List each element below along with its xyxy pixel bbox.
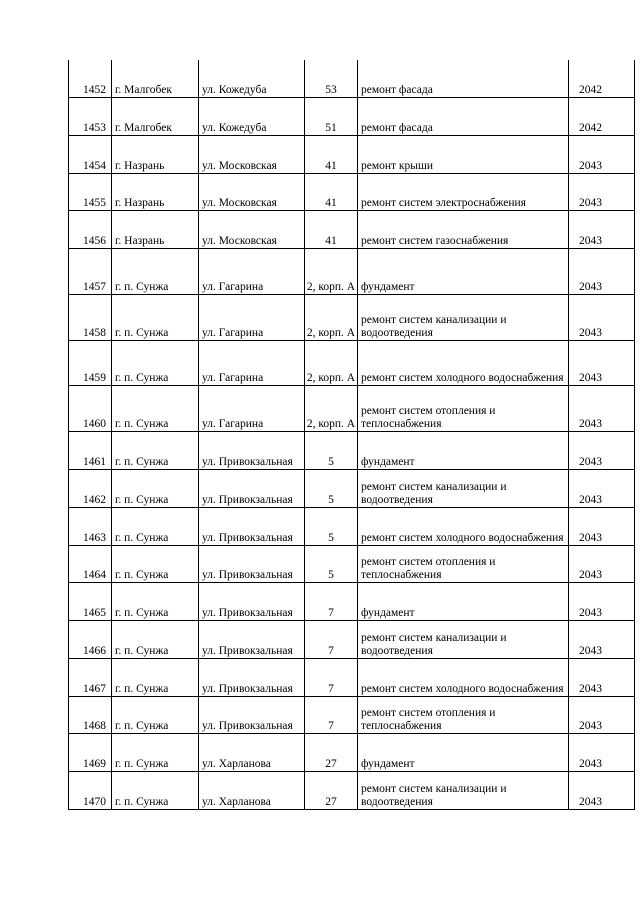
- year-cell: 2042: [569, 60, 635, 97]
- table-row: [69, 210, 635, 248]
- house-number-cell: 51: [305, 97, 358, 135]
- work-type-cell: ремонт систем отопления и теплоснабжения: [358, 385, 569, 431]
- table-row: [69, 620, 635, 658]
- house-number-cell: 7: [305, 658, 358, 696]
- house-number-cell: 53: [305, 60, 358, 97]
- house-number-cell: 41: [305, 135, 358, 173]
- work-type-cell: ремонт систем холодного водоснабжения: [358, 340, 569, 385]
- work-type-cell: фундамент: [358, 248, 569, 294]
- table-row: [69, 173, 635, 210]
- work-type-cell: ремонт систем канализации и водоотведения: [358, 620, 569, 658]
- street-cell: ул. Кожедуба: [199, 97, 305, 135]
- row-number: 1457: [69, 248, 112, 294]
- street-cell: ул. Харланова: [199, 771, 305, 809]
- city-cell: г. Назрань: [112, 173, 199, 210]
- street-cell: ул. Московская: [199, 135, 305, 173]
- row-number: 1461: [69, 431, 112, 469]
- work-type-cell: ремонт систем канализации и водоотведения: [358, 771, 569, 809]
- row-number: 1469: [69, 733, 112, 771]
- street-cell: ул. Гагарина: [199, 385, 305, 431]
- house-number-cell: 27: [305, 771, 358, 809]
- work-type-cell: ремонт систем канализации и водоотведения: [358, 294, 569, 340]
- city-cell: г. п. Сунжа: [112, 248, 199, 294]
- year-cell: 2043: [569, 210, 635, 248]
- row-number: 1466: [69, 620, 112, 658]
- street-cell: ул. Гагарина: [199, 294, 305, 340]
- table-row: [69, 431, 635, 469]
- city-cell: г. п. Сунжа: [112, 771, 199, 809]
- work-type-cell: фундамент: [358, 431, 569, 469]
- street-cell: ул. Привокзальная: [199, 431, 305, 469]
- table-row: [69, 248, 635, 294]
- city-cell: г. п. Сунжа: [112, 431, 199, 469]
- city-cell: г. п. Сунжа: [112, 507, 199, 545]
- row-number: 1462: [69, 469, 112, 507]
- house-number-cell: 2, корп. А: [305, 385, 358, 431]
- work-type-cell: фундамент: [358, 582, 569, 620]
- table-row: [69, 469, 635, 507]
- street-cell: ул. Привокзальная: [199, 696, 305, 733]
- table-row: [69, 733, 635, 771]
- row-number: 1459: [69, 340, 112, 385]
- work-type-cell: ремонт систем отопления и теплоснабжения: [358, 545, 569, 582]
- row-number: 1454: [69, 135, 112, 173]
- year-cell: 2043: [569, 294, 635, 340]
- row-number: 1455: [69, 173, 112, 210]
- house-number-cell: 2, корп. А: [305, 248, 358, 294]
- city-cell: г. Малгобек: [112, 60, 199, 97]
- work-type-cell: ремонт систем холодного водоснабжения: [358, 507, 569, 545]
- house-number-cell: 41: [305, 210, 358, 248]
- city-cell: г. Назрань: [112, 210, 199, 248]
- year-cell: 2043: [569, 582, 635, 620]
- year-cell: 2043: [569, 545, 635, 582]
- house-number-cell: 7: [305, 620, 358, 658]
- row-number: 1468: [69, 696, 112, 733]
- house-number-cell: 5: [305, 431, 358, 469]
- table-body: [69, 60, 635, 809]
- house-number-cell: 7: [305, 696, 358, 733]
- city-cell: г. п. Сунжа: [112, 294, 199, 340]
- work-type-cell: ремонт систем канализации и водоотведения: [358, 469, 569, 507]
- house-number-cell: 5: [305, 545, 358, 582]
- city-cell: г. п. Сунжа: [112, 658, 199, 696]
- work-type-cell: ремонт фасада: [358, 60, 569, 97]
- work-type-cell: ремонт фасада: [358, 97, 569, 135]
- table-row: [69, 97, 635, 135]
- work-type-cell: ремонт систем газоснабжения: [358, 210, 569, 248]
- house-number-cell: 2, корп. А: [305, 294, 358, 340]
- street-cell: ул. Московская: [199, 173, 305, 210]
- year-cell: 2043: [569, 431, 635, 469]
- year-cell: 2043: [569, 620, 635, 658]
- repair-schedule-table: [68, 60, 635, 810]
- house-number-cell: 2, корп. А: [305, 340, 358, 385]
- city-cell: г. п. Сунжа: [112, 733, 199, 771]
- row-number: 1463: [69, 507, 112, 545]
- year-cell: 2043: [569, 507, 635, 545]
- street-cell: ул. Харланова: [199, 733, 305, 771]
- table-row: [69, 582, 635, 620]
- house-number-cell: 5: [305, 469, 358, 507]
- year-cell: 2043: [569, 135, 635, 173]
- year-cell: 2043: [569, 340, 635, 385]
- table-row: [69, 507, 635, 545]
- table-row: [69, 545, 635, 582]
- table-row: [69, 696, 635, 733]
- city-cell: г. Назрань: [112, 135, 199, 173]
- row-number: 1456: [69, 210, 112, 248]
- year-cell: 2043: [569, 173, 635, 210]
- work-type-cell: ремонт систем отопления и теплоснабжения: [358, 696, 569, 733]
- house-number-cell: 27: [305, 733, 358, 771]
- street-cell: ул. Гагарина: [199, 248, 305, 294]
- city-cell: г. п. Сунжа: [112, 340, 199, 385]
- year-cell: 2043: [569, 733, 635, 771]
- work-type-cell: фундамент: [358, 733, 569, 771]
- street-cell: ул. Привокзальная: [199, 469, 305, 507]
- year-cell: 2043: [569, 248, 635, 294]
- row-number: 1465: [69, 582, 112, 620]
- row-number: 1470: [69, 771, 112, 809]
- street-cell: ул. Привокзальная: [199, 658, 305, 696]
- row-number: 1453: [69, 97, 112, 135]
- city-cell: г. п. Сунжа: [112, 582, 199, 620]
- city-cell: г. Малгобек: [112, 97, 199, 135]
- street-cell: ул. Московская: [199, 210, 305, 248]
- street-cell: ул. Кожедуба: [199, 60, 305, 97]
- city-cell: г. п. Сунжа: [112, 696, 199, 733]
- work-type-cell: ремонт крыши: [358, 135, 569, 173]
- table-row: [69, 658, 635, 696]
- row-number: 1452: [69, 60, 112, 97]
- table-row: [69, 60, 635, 97]
- year-cell: 2043: [569, 658, 635, 696]
- house-number-cell: 7: [305, 582, 358, 620]
- street-cell: ул. Гагарина: [199, 340, 305, 385]
- year-cell: 2042: [569, 97, 635, 135]
- table-row: [69, 385, 635, 431]
- table-row: [69, 135, 635, 173]
- row-number: 1464: [69, 545, 112, 582]
- work-type-cell: ремонт систем электроснабжения: [358, 173, 569, 210]
- row-number: 1467: [69, 658, 112, 696]
- table-row: [69, 340, 635, 385]
- city-cell: г. п. Сунжа: [112, 545, 199, 582]
- house-number-cell: 41: [305, 173, 358, 210]
- table-row: [69, 294, 635, 340]
- row-number: 1460: [69, 385, 112, 431]
- house-number-cell: 5: [305, 507, 358, 545]
- street-cell: ул. Привокзальная: [199, 545, 305, 582]
- row-number: 1458: [69, 294, 112, 340]
- year-cell: 2043: [569, 385, 635, 431]
- city-cell: г. п. Сунжа: [112, 620, 199, 658]
- street-cell: ул. Привокзальная: [199, 582, 305, 620]
- year-cell: 2043: [569, 771, 635, 809]
- street-cell: ул. Привокзальная: [199, 620, 305, 658]
- city-cell: г. п. Сунжа: [112, 469, 199, 507]
- street-cell: ул. Привокзальная: [199, 507, 305, 545]
- year-cell: 2043: [569, 469, 635, 507]
- work-type-cell: ремонт систем холодного водоснабжения: [358, 658, 569, 696]
- city-cell: г. п. Сунжа: [112, 385, 199, 431]
- table-row: [69, 771, 635, 809]
- year-cell: 2043: [569, 696, 635, 733]
